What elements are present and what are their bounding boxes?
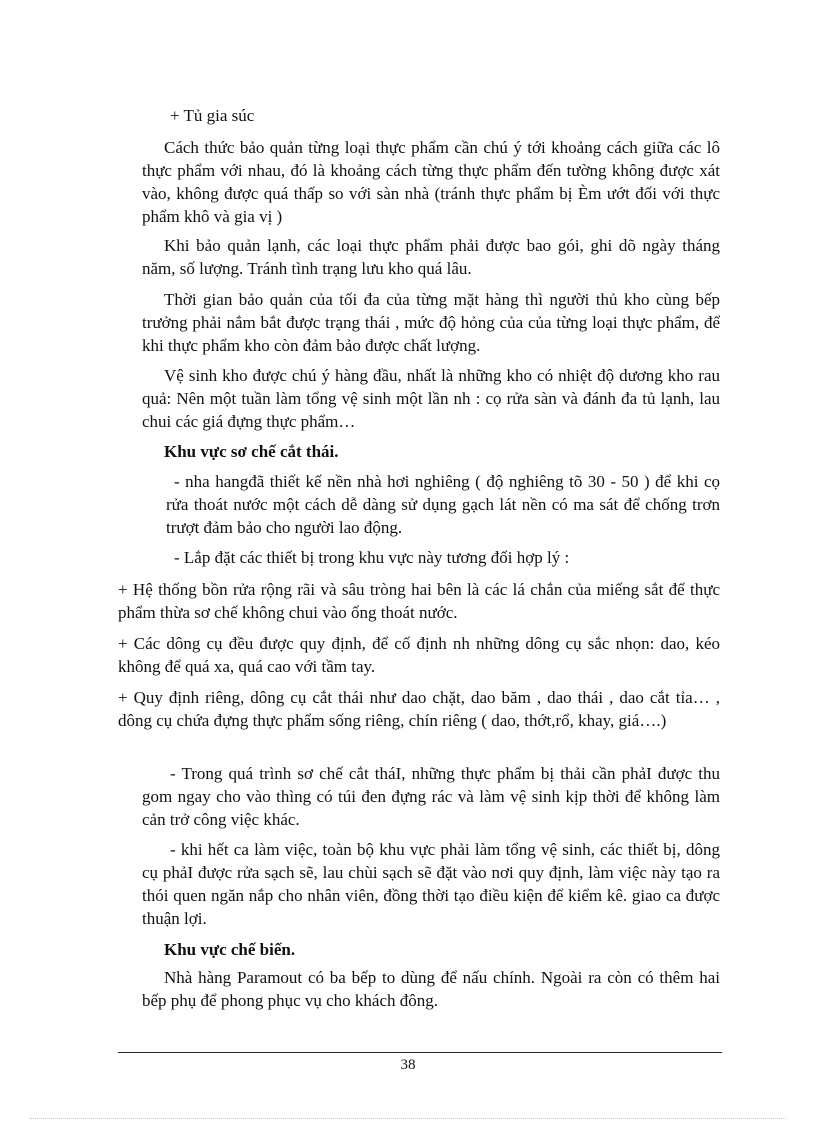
paragraph-end-of-shift-cleaning: - khi hết ca làm việc, toàn bộ khu vực phải làm tổng vệ sinh, các thiết bị, dông cụ phảI được rửa sạch sẽ, lau chùi sạch sẽ đặt vào nơi quy định, làm việc này tạo ra thói quen ngăn nắp cho nhân viên, đồng thời tạo điều kiện để kiểm kê. giao ca được thuận lợi. xyxy=(142,840,720,928)
list-item-separate-tools: + Quy định riêng, dông cụ cắt thái như dao chặt, dao băm , dao thái , dao cắt tỉa… , dông cụ chứa đựng thực phẩm sống riêng, chín riêng ( dao, thớt,rổ, khay, giá….) xyxy=(118,688,720,730)
section-heading-pre-processing: Khu vực sơ chế cắt thái. xyxy=(164,442,339,461)
list-item-sink-system: + Hệ thống bồn rửa rộng rãi và sâu tròng hai bên là các lá chắn của miếng sắt để thực phẩm thừa sơ chế không chui vào ống thoát nước. xyxy=(118,580,720,622)
paragraph-waste-collection: - Trong quá trình sơ chế cắt tháI, những thực phẩm bị thải cần phảI được thu gom ngay cho vào thìng có túi đen đựng rác và làm vệ sinh kịp thời để không làm cản trở công việc khác. xyxy=(142,764,720,829)
list-item-tool-placement: + Các dông cụ đều được quy định, để cố định nh những dông cụ sắc nhọn: dao, kéo không để quá xa, quá cao với tầm tay. xyxy=(118,634,720,676)
list-item-tu-gia-suc: + Tủ gia súc xyxy=(170,106,255,125)
paragraph-storage-spacing: Cách thức bảo quản từng loại thực phẩm cần chú ý tới khoảng cách giữa các lô thực phẩm với nhau, đó là khoảng cách từng thực phẩm đến tường không được xát vào, không được quá thấp so với sàn nhà (tránh thực phẩm bị Èm ướt đối với thực phẩm khô và gia vị ) xyxy=(142,138,720,226)
paragraph-cold-storage: Khi bảo quản lạnh, các loại thực phẩm phải được bao gói, ghi dõ ngày tháng năm, số lượng. Tránh tình trạng lưu kho quá lâu. xyxy=(142,236,720,278)
section-heading-cooking-area: Khu vực chế biến. xyxy=(164,940,296,959)
footer-rule xyxy=(118,1052,722,1053)
paragraph-equipment-layout: - Lắp đặt các thiết bị trong khu vực này tương đối hợp lý : xyxy=(174,548,570,567)
paragraph-warehouse-hygiene: Vệ sinh kho được chú ý hàng đầu, nhất là những kho có nhiệt độ dương kho rau quả: Nên một tuần làm tổng vệ sinh một lần nh : cọ rửa sàn và đánh đa tủ lạnh, lau chui các giá đựng thực phẩm… xyxy=(142,366,720,431)
page-bottom-divider xyxy=(30,1118,786,1119)
paragraph-kitchens: Nhà hàng Paramout có ba bếp to dùng để nấu chính. Ngoài ra còn có thêm hai bếp phụ để phong phục vụ cho khách đông. xyxy=(142,968,720,1010)
paragraph-storage-time: Thời gian bảo quản của tối đa của từng mặt hàng thì người thủ kho cùng bếp trưởng phải nắm bắt được trạng thái , mức độ hỏng của của từng loại thực phẩm, để khi thực phẩm kho còn đảm bảo được chất lượng. xyxy=(142,290,720,355)
paragraph-sloped-floor: - nha hangđã thiết kế nền nhà hơi nghiêng ( độ nghiêng tõ 30 - 50 ) để khi cọ rửa thoát nước một cách dễ dàng sử dụng gạch lát nền có ma sát để chống trơn trượt đảm bảo cho người lao động. xyxy=(166,472,720,537)
page-number: 38 xyxy=(400,1057,416,1073)
